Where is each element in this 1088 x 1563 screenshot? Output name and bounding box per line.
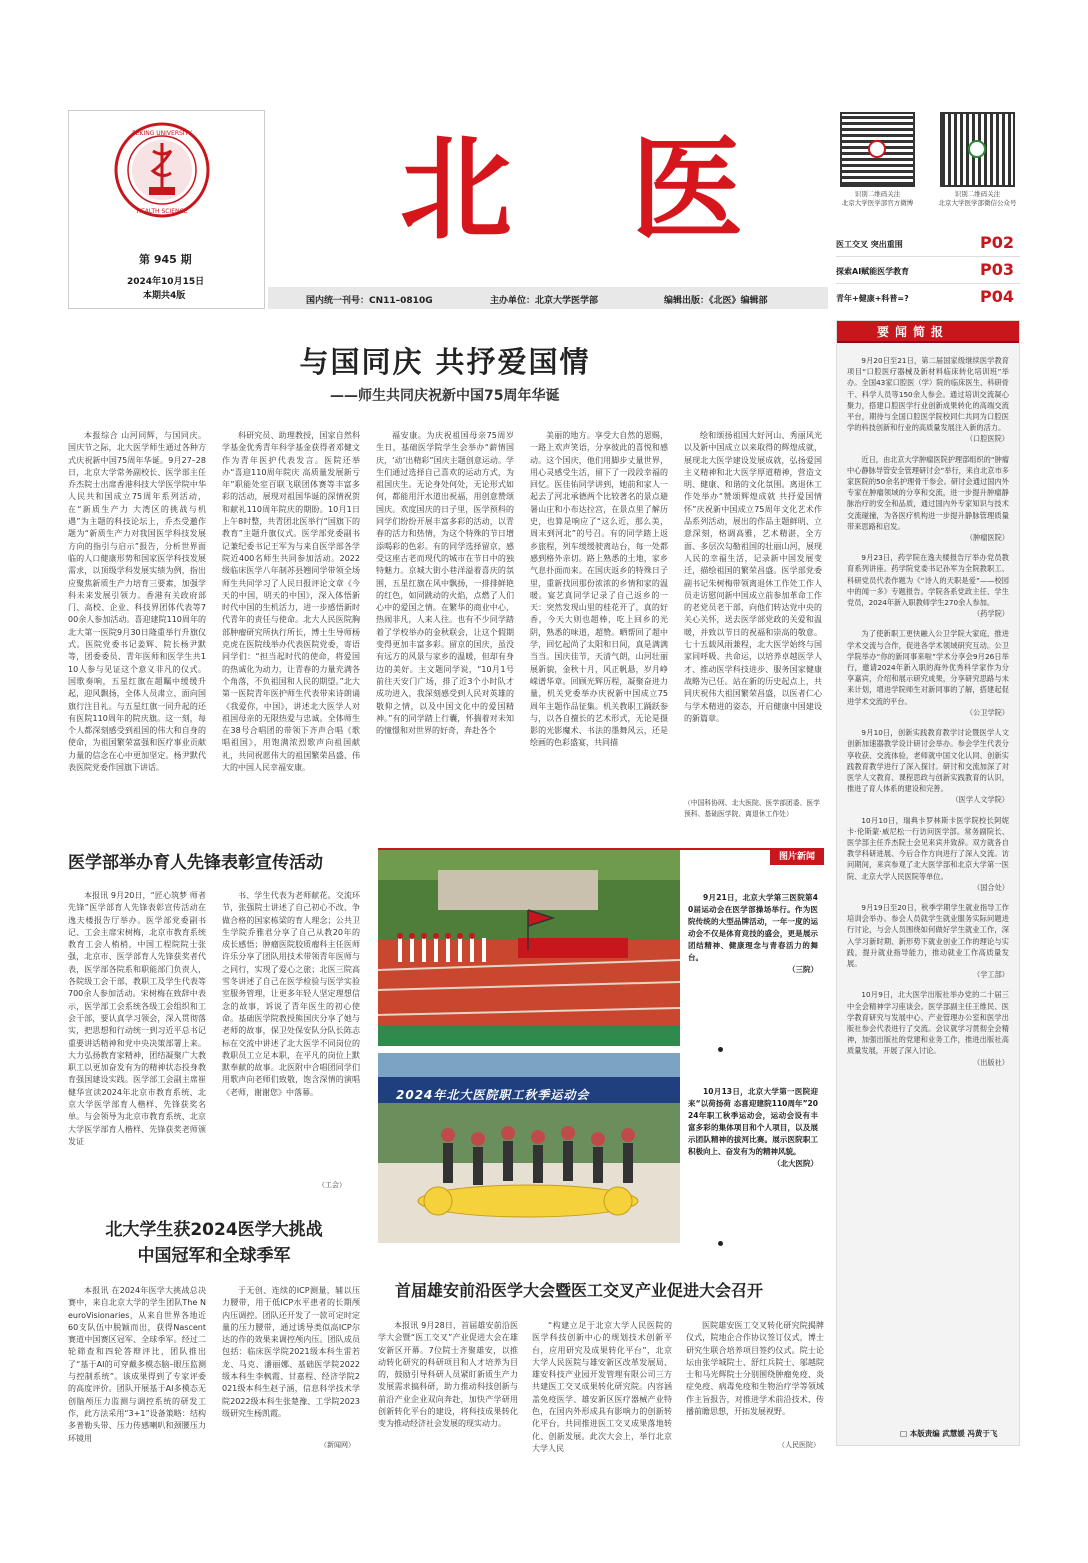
issue-number: 第 945 期 — [139, 253, 192, 266]
brief-item: 9月23日，药学院在逸夫楼报告厅举办党员教育系列讲座。药学院党委书记孙军为全院教职工、科研党员代表作题为《“诗人的天职是爱”——校园中的闻一多》专题报告。学院各系党政主任、学生党员，2024年新入职教师学生270余人参加。 （药学院） — [847, 553, 1009, 619]
lead-col-3: 福安康。为庆祝祖国母亲75周岁生日，基础医学院学生会举办“薪情国庆，‘动’出精彩”国庆主题创意运动。学生们通过选择自己喜欢的运动方式，为祖国庆生。无论身处何处，无论形式如何，都能用汗水道出祝福，用创意赞颂国庆。欢度国庆的日子里，医学预科的同学们纷纷开展丰富多彩的活动，以青春的活力和热情，为这个特殊的节日增添喝彩的色彩。有的同学选择留京，感受这座古老而现代的城市在节日中的独特魅力。京城大街小巷洋溢着喜庆的氛围，五星红旗在风中飘扬，一排排鲜艳的红色，如同跳动的火焰，点燃了人们心中的爱国之情。在繁华的商业中心，热闹非凡，人来人往。也有不少同学踏着了学校举办的金秋联会，让这个假期变得更加丰富多彩。留京的国庆，虽没有远方的风景与家乡的温暖，但却有身边的美好。主文题同学说，“10月1号前往天安门广场，排了近3个小时队才成功进入，我深刻感受到人民对英雄的敬仰之情，以及中国文化中的爱国精神。”有的同学踏上行囊，怀揣着对未知的憧憬和对世界的好奇，奔赴各个 — [376, 431, 514, 736]
photo2-banner: 2024年北大医院职工秋季运动会 — [396, 1088, 590, 1102]
lead-col-4: 美丽的地方。享受大自然的恩赐，一路上欢声笑语，分享彼此的喜悦和感动。这个国庆，他们用脚步丈量世界，用心灵感受生活，留下了一段段幸福的回忆。医佳佑同学讲到，她前和家人一起去了河北承德两个比较著名的景点避暑山庄和小布达拉宫，在景点里了解历史，也算是响应了“这么近，那么美，周末到河北”的号召。有的同学踏上返乡旅程，列车缓缓驶离站台，每一处都感到格外亲切。路上熟悉的土地，家乡气息扑面而来。在国庆返乡的特殊日子里，重新找回那份浓浓的乡情和家的温暖。宴艺真同学记录了自己返乡的一天：突然发现山里的桂花开了，真的好香，今天大则也超棒，吃上回乡的光阴，熟悉的味道，超赞。晒帮回了超中学，回忆起尚了太阳和日间，真是满满当当。国庆佳节，天清气朗，山河壮丽展新貌，金秋十月，风正帆悬，岁月峥嵘谱华章。回顾光辉历程，凝聚奋进力量，机关党委举办庆祝新中国成立75周年主题作品征集。机关教职工踊跃参与，以各自擅长的艺术形式，无论是摄影的光影魔术、书法的墨舞风云，还是绘画的色彩盛宴，共同描 — [530, 431, 668, 748]
brief-item: 9月19日至20日，秋季学期学生就业指导工作培训会举办。参会人员就学生就业服务实际问题进行讨论，与会人员围绕如何做好学生就业工作，深入学习新时期、新形势下就业创业工作的理论与实践，提升就业指导能力，推动就业工作高质量发展。 （学工部） — [847, 902, 1009, 980]
lead-col-5: 绘和颂扬祖国大好河山、秀丽风光以及新中国成立以来取得的辉煌成就，展现北大医学建设发展成就，弘扬爱国主义精神和北大医学厚道精神，营造文明、健康、和谐的文化氛围。离退休工作处举办“赞颂辉煌成就 共抒爱国情怀”庆祝新中国成立75周年文化艺术作品系列活动，展出的作品主题鲜明、立意深刻，格调高雅，艺术精湛，全方面、多层次勾勒祖国的壮丽山河，展现人民的幸福生活，记录新中国发展变迁，描绘祖国的繁荣昌盛。医学部党委副书记朱树梅带领离退休工作处工作人员走访慰问新中国成立前参加革命工作的老党员老干部，向他们转达党中央的关心关怀，送去医学部党政的关爱和温暖，并致以节日的祝福和崇高的敬意。七十五载风雨兼程，北大医学始终与国家同呼吸、共命运，以培养卓越医学人才、推动医学科技进步、服务国家健康战略为已任。站在新的历史起点上，共同庆祝伟大祖国繁荣昌盛，以医者仁心与学术精进的姿态，开启健康中国建设的新篇章。 — [684, 431, 822, 723]
xiongan-col-3: 医院雄安医工交叉转化研究院揭牌仪式，院地企合作协议签订仪式，博士研究生联合培养项目签约仪式。院士论坛由张学城院士、舒红兵院士、邬越院士和马光辉院士分别围绕肿瘤免疫、炎症免疫、病毒免疫和生物治疗学等领域作主旨报告，对推进学术前沿技术、传播前瞻思想，开拓发展视野。 — [686, 1321, 824, 1417]
svg-text:HEALTH SCIENCE: HEALTH SCIENCE — [136, 208, 188, 215]
index-row[interactable]: 青年+健康+科普=? P04 — [836, 287, 1014, 306]
qr2-caption: 识别二维码关注 北京大学医学部微信公众号 — [938, 190, 1017, 207]
photo-news-label: 图片新闻 — [770, 849, 824, 865]
champ-col-2: 于无创、连续的ICP测量，辅以压力腰带，用于低ICP水平患者的长期颅内压调控。团队还开发了一款可定时定量的压力腰带，通过诱导类似高ICP尔达的作的效果来调控颅内压。团队成员包括：临床医学院2021级本科生雷若龙、马克、潘丽娜、基础医学院2022级本科生李枫霞、甘嘉程、经济学院2021级本科生赵子涵，信息科学技术学院2022级本科生张楚豫、工学院2023级研究生杨凯霞。 — [222, 1286, 360, 1418]
sponsor: 主办单位：北京大学医学部 — [490, 296, 599, 306]
lead-col-2: 科研究员、助理教授，国家自然科学基金优秀青年科学基金获得者邓健文作为青年医护代表发言。医院还举办“喜迎110周年院庆 高质量发展新亏年”职能处室百联飞联团体赛等丰富多彩的活动，展现对祖国华诞的深情祝贺和献礼110周年院庆的期盼。10月1日上午8时整，共青团北医举行“国旗下的教育”主题升旗仪式。医学部党委副书记兼纪委书记王军为与来自医学部各学院近400名师生共同参加活动。2022级临床医学八年制苏县翘同学带领全场师生共同学习了人民日报评论文章《今天的中国，明天的中国》，深入体悟新时代中国的生机活力，进一步感悟新时代青年的责任与使命。北大人民医院胸部肿瘤研究所执行所长，博士生导师杨克虎在医院线举办代表医院党委，寄语同学们：“担当起时代的使命，将爱国的热诚化为动力，让青春的力量充满各个角落，不负祖国和人民的期望。”北大第一医院青年医护师生代表带来诗朗诵《我爱你，中国》，讲述北大医学人对祖国母亲的无限热爱与忠诚。全体师生在38号合唱团的带领下齐声合唱《歌唱祖国》，用饱满浓烈歌声向祖国献礼，共同祝愿伟大的祖国繁荣昌盛、伟大的中国人民幸福安康。 — [222, 431, 360, 773]
lead-subtitle: ——师生共同庆祝新中国75周年华诞 — [330, 388, 560, 404]
educ-col-2: 书、学生代表为老师献花。交流环节，张强院士讲述了自己初心不改、争做合格的国家栋梁的育人理念；公共卫生学院乔雅君分享了自己从教20年的成长感悟；肿瘤医院胶质瘤科主任医师许乐分享了团队用技术带领青年医师与之同行，实现了爱心之旅；北医三院高雪冬讲述了自己在医学检验与医学实验室服务管理，让更多年轻人坚定理想信念的故事，诉说了青年医生的初心使命。基础医学院教授熊国庆分享了她与老师的故事，保卫处保安队分队长陈志标在交流中讲述了北大医学不同岗位的教职员工立足本职，在平凡的岗位上默默奉献的故事。北医附中合唱团同学们用歌声向老师们致敬，饱含深情的演唱《老师，谢谢您》中落幕。 — [222, 891, 360, 1097]
lead-col-1: 本报综合 山河同辉，与国同庆。国庆节之际，北大医学师生通过各种方式庆祝新中国75周年华诞。9月27–28日，北京大学常务副校长、医学部主任乔杰院士出席香港科技大学医学院中华人民共和国成立75周年系列活动，在“新质生产力 大湾区的挑战与机遇”为主题的科技论坛上，乔杰受邀作题为“新质生产力对我国医学科技发展方向的指引与启示”报告，分析世界面临的人口健康形势和国家医学科技发展需求，以顶级学科发展实绩为例，指出应聚焦新质生产力培育三要素，加强学科未来发展引领力。香港有关政府部门、高校、企业、科技界团体代表等700余人参加活动。喜迎建院110周年的北大第一医院9月30日隆重举行升旗仪式。医院党委书记姜辉、院长杨尹默等，团委委员、青年医师和医学生共110人参与见证这个意义非凡的仪式。国歌奏响，五星红旗在超瞩中缓缓升起，迎风飘扬，全体人员肃立，面向国旗行注目礼。与五星红旗一同升起的还有医院110周年的院庆旗。这一刻，每个人都深刻感受到祖国的伟大和自身的使命，为祖国繁荣富强和医疗事业贡献力量的信念在心中更加坚定。杨尹默代表医院党委作国旗下讲话。 — [68, 431, 206, 773]
cn-number: 国内统一刊号：CN11–0810G — [306, 296, 433, 306]
champ-source: （新闻网） — [320, 1441, 355, 1449]
lead-source: （中国科协网、北大医院、医学部团委、医学预科、基础医学院、离退休工作处） — [684, 799, 820, 818]
page-index — [836, 230, 1020, 311]
issue-date: 2024年10月15日 — [127, 277, 205, 287]
briefs-header: 要闻简报 — [837, 321, 1019, 343]
photo2-caption: 10月13日，北京大学第一医院迎来“以荷扬荷 态喜迎建院110周年”2024年职工秋季运动会，运动会设有丰富多彩的集体项目和个人项目，以及展示团队精神的拔河比赛。展示医院职工积极向上、奋发有为的精神风貌。 （北大医院） — [688, 1087, 818, 1168]
index-row[interactable]: 医工交叉 突出重围 P02 — [836, 230, 1020, 257]
qr-wechat-center — [968, 140, 986, 158]
brief-item: 9月10日，创新实践教育教学讨论暨医学人文创新加速器教学设计研讨会举办。参会学生代表分享收获、交流体验，老师就中国文化认同、创新实践教育教学进行了深入探讨。研讨和交流加深了对医学人文教育、课程思政与创新实践教育的认识，推进了育人体系的建设和完善。 （医学人文学院） — [847, 728, 1009, 805]
corner-dot — [718, 1047, 723, 1052]
university-seal — [113, 121, 211, 219]
index-row[interactable]: 探索AI赋能医学教育 P03 — [836, 257, 1020, 284]
briefs-panel — [836, 320, 1020, 1446]
qr-weibo-center — [868, 140, 886, 158]
briefs-list — [837, 343, 1019, 1423]
svg-text:PEKING UNIVERSITY: PEKING UNIVERSITY — [132, 130, 192, 137]
issue-pages: 本期共4版 — [143, 291, 186, 301]
page-editor: □ 本版责编 武慧媛 冯黄于飞 — [900, 1429, 998, 1438]
xiongan-title: 首届雄安前沿医学大会暨医工交叉产业促进大会召开 — [395, 1281, 764, 1300]
brief-item: 10月9日，北大医学出版社举办党的二十届三中全会精神学习座谈会。医学部副主任王维民、医学教育研究与发展中心、产业管理办公室和医学出版社参会代表进行了交流。会议就学习贯彻全会精神，加强出版社的党建和业务工作，推进出版社高质量发展，开展了深入讨论。 （出版社） — [847, 990, 1009, 1067]
xiongan-col-2: “构建立足于北京大学人民医院的医学科技创新中心的规划技术创新平台，应用研究及成果转化平台”，北京大学人民医院与雄安新区改革发展局、雄安科技产业园开发管理有限公司三方共建医工交叉成果转化研究院。内容涵盖免疫医学、雄安新区医疗器械产业特色，在国内外形成具有影响力的创新转化平台，共同推进医工交叉成果落地转化、创新发展。此次大会上，举行北京大学人民 — [532, 1321, 672, 1453]
educ-title: 医学部举办育人先锋表彰宣传活动 — [68, 853, 323, 873]
xiongan-source: （人民医院） — [778, 1441, 820, 1449]
corner-dot — [718, 1241, 723, 1246]
educ-source: （工会） — [318, 1181, 346, 1189]
photo-parade — [378, 850, 680, 1046]
photo1-caption: 9月21日，北京大学第三医院第40届运动会在医学部操场举行。作为医院传统的大型品牌活动，一年一度的运动会不仅是体育竞技的盛会，更是展示团结精神、健康理念与青春活力的舞台。 （三院） — [688, 893, 818, 974]
photo-sports-meet — [378, 1053, 680, 1243]
champ-title: 北大学生获2024医学大挑战 中国冠军和全球季军 — [105, 1220, 323, 1266]
lead-title: 与国同庆 共抒爱国情 — [299, 345, 591, 379]
masthead-seal-box — [68, 110, 265, 309]
qr1-caption: 识别二维码关注 北京大学医学部官方微博 — [841, 190, 914, 207]
brief-item: 9月20日至21日，第二届国家级继续医学教育项目“口腔医疗器械及新材料临床转化培训班”举办。全国43家口腔医（学）院的临床医生、科研骨干、科学人员等150余人参会。通过培训交流凝心聚力，搭建口腔医学行业创新成果转化的高端交流平台，期待与全国口腔医学院校同仁共同为口腔医学的科技创新和行业的高质量发展注入新的活力。 （口腔医院） — [847, 356, 1009, 444]
newspaper-title: 北 医 — [400, 124, 783, 255]
editor-office: 编辑出版：《北医》编辑部 — [664, 296, 768, 306]
xiongan-col-1: 本报讯 9月28日，首届雄安前沿医学大会暨“医工交叉”产业促进大会在雄安新区开幕。7位院士齐聚雄安，以推动转化研究的科研项目和人才培养为目的，鼓励引导科研人员紧盯新质生产力发展需求搞科研，助力推动科技创新与前沿产业企业双向奔赴，加快产学研用创新转化平台的建设，将科技成果转化变为推动经济社会发展的现实动力。 — [378, 1321, 518, 1429]
educ-col-1: 本报讯 9月20日，“匠心筑梦 师者先锋”医学部育人先锋表彰宣传活动在逸夫楼报告厅举办。医学部党委副书记、工会主席宋树梅，北京市教育系统教育工会人梢梢，中国工程院院士张强，北京市、医学部育人先锋获奖者代表，医学部各院系和职能部门负责人，各院级工会干部，教职工及学生代表等700余人参加活动。宋树梅在致辞中表示，医学部工会系统各级工会组织和工会干部，要认真学习领会，深入贯彻落实，把思想和行动统一到习近平总书记重要讲话精神和党中央决策部署上来。大力弘扬教育家精神，团结凝聚广大教职工以更加奋发有为的精神状态投身教育强国建设实践。医学部工会副主席崔健华宣读2024年北京市教育系统、北京大学医学部育人楷样、先锋获奖名单。与会领导为北京市教育系统、北京大学医学部育人楷样、先锋获奖老师颁发证 — [68, 891, 206, 1146]
masthead-info-bar — [268, 287, 828, 309]
brief-item: 近日，由北京大学肿瘤医院护理部组织的“肿瘤中心静脉导管安全管理研讨会”举行，来自北京市多家医院的50余名护理骨干参会。研讨会通过国内外专家在肿瘤领域的分享和交流，进一步提升肿瘤静脉治疗的安全和品质，通过国内外专家知识与技术交流碰撞，为各医疗机构进一步提升静脉管理质量带来思路和启发。 （肿瘤医院） — [847, 454, 1009, 543]
champ-col-1: 本报讯 在2024年医学大挑战总决赛中，来自北京大学的学生团队The NeuroVisionaries，从来自世界各地近60支队伍中脱颖而出，获得Nascent赛道中国赛区冠军、全球季军。经过二轮筛查和四轮答辩评比，团队推出了“基于AI的可穿戴多模态脑–眼压监测与控制系统”。该成果得到了专家评委的高度评价。团队开展基于AI多模态无创脑颅压力监测与调控系统的研发工作，此方法采用“3+1”设备策略：结构多普勒头带、压力传感喇叭和颈腰压力环镜用 — [68, 1286, 206, 1443]
brief-item: 10月10日，瑞典卡罗林斯卡医学院校长阿妮卡·伦斯蒙·威尼松一行访问医学部。常务副院长、医学部主任乔杰院士会见来宾并致辞。双方就各自教学科研进展、今后合作方向进行了深入交流。访问期间，来宾参观了北大医学部和北京大学第一医院、北京大学人民医院等单位。 （国合处） — [847, 815, 1009, 892]
brief-item: 为了使新职工更快融入公卫学院大家庭，推进学术交流与合作，促进各学术领域研究互动。公卫学院举办“你的新同事来啦”学术分享会9月26日举行，邀请2024年新入职的海外优秀科学家作为分享嘉宾，介绍和展示研究成果，分享研究思路与未来计划，增进学院师生对新同事的了解，搭建起促进学术交流的平台。 （公卫学院） — [847, 629, 1009, 717]
